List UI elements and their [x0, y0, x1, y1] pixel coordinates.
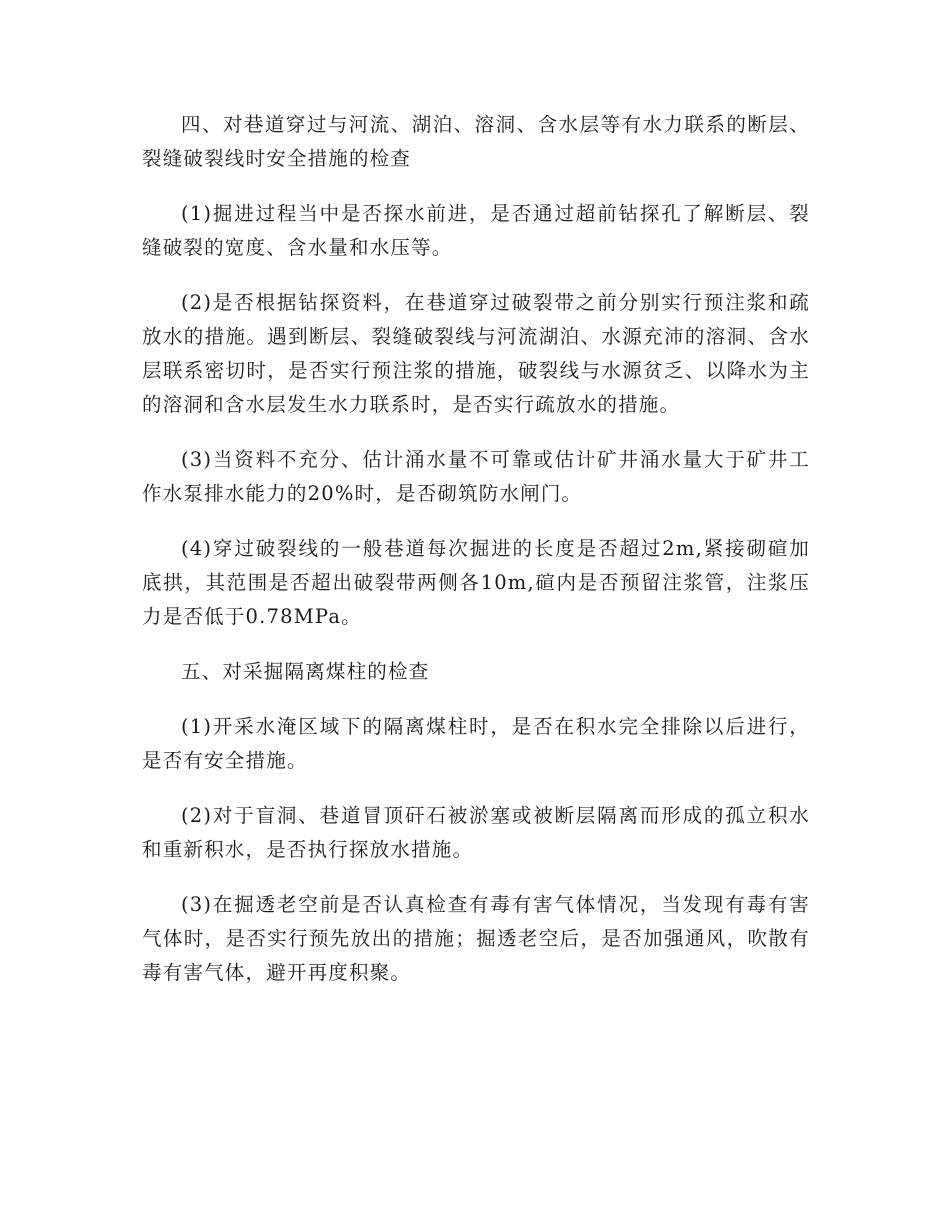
document-body [142, 108, 810, 1011]
paragraph-item-4: (4)穿过破裂线的一般巷道每次掘进的长度是否超过2m,紧接砌碹加底拱，其范围是否超出破裂带两侧各10m,碹内是否预留注浆管，注浆压力是否低于0.78MPa。 [142, 537, 810, 628]
paragraph-item-3: (3)在掘透老空前是否认真检查有毒有害气体情况，当发现有毒有害气体时，是否实行预先放出的措施；掘透老空后，是否加强通风，吹散有毒有害气体，避开再度积聚。 [142, 893, 810, 984]
paragraph-item-3: (3)当资料不充分、估计涌水量不可靠或估计矿井涌水量大于矿井工作水泵排水能力的20%时，是否砌筑防水闸门。 [142, 448, 810, 505]
section-heading-five: 五、对采掘隔离煤柱的检查 [181, 660, 430, 683]
paragraph-item-2: (2)对于盲洞、巷道冒顶矸石被淤塞或被断层隔离而形成的孤立积水和重新积水，是否执行探放水措施。 [142, 804, 810, 861]
section-heading-four: 四、对巷道穿过与河流、湖泊、溶洞、含水层等有水力联系的断层、裂缝破裂线时安全措施的检查 [142, 113, 810, 170]
paragraph-item-2: (2)是否根据钻探资料，在巷道穿过破裂带之前分别实行预注浆和疏放水的措施。遇到断层、裂缝破裂线与河流湖泊、水源充沛的溶洞、含水层联系密切时，是否实行预注浆的措施，破裂线与水源贫乏、以降水为主的溶洞和含水层发生水力联系时，是否实行疏放水的措施。 [142, 291, 810, 416]
paragraph-item-1: (1)掘进过程当中是否探水前进，是否通过超前钻探孔了解断层、裂缝破裂的宽度、含水量和水压等。 [142, 202, 810, 259]
paragraph-item-1: (1)开采水淹区域下的隔离煤柱时，是否在积水完全排除以后进行，是否有安全措施。 [142, 715, 810, 772]
